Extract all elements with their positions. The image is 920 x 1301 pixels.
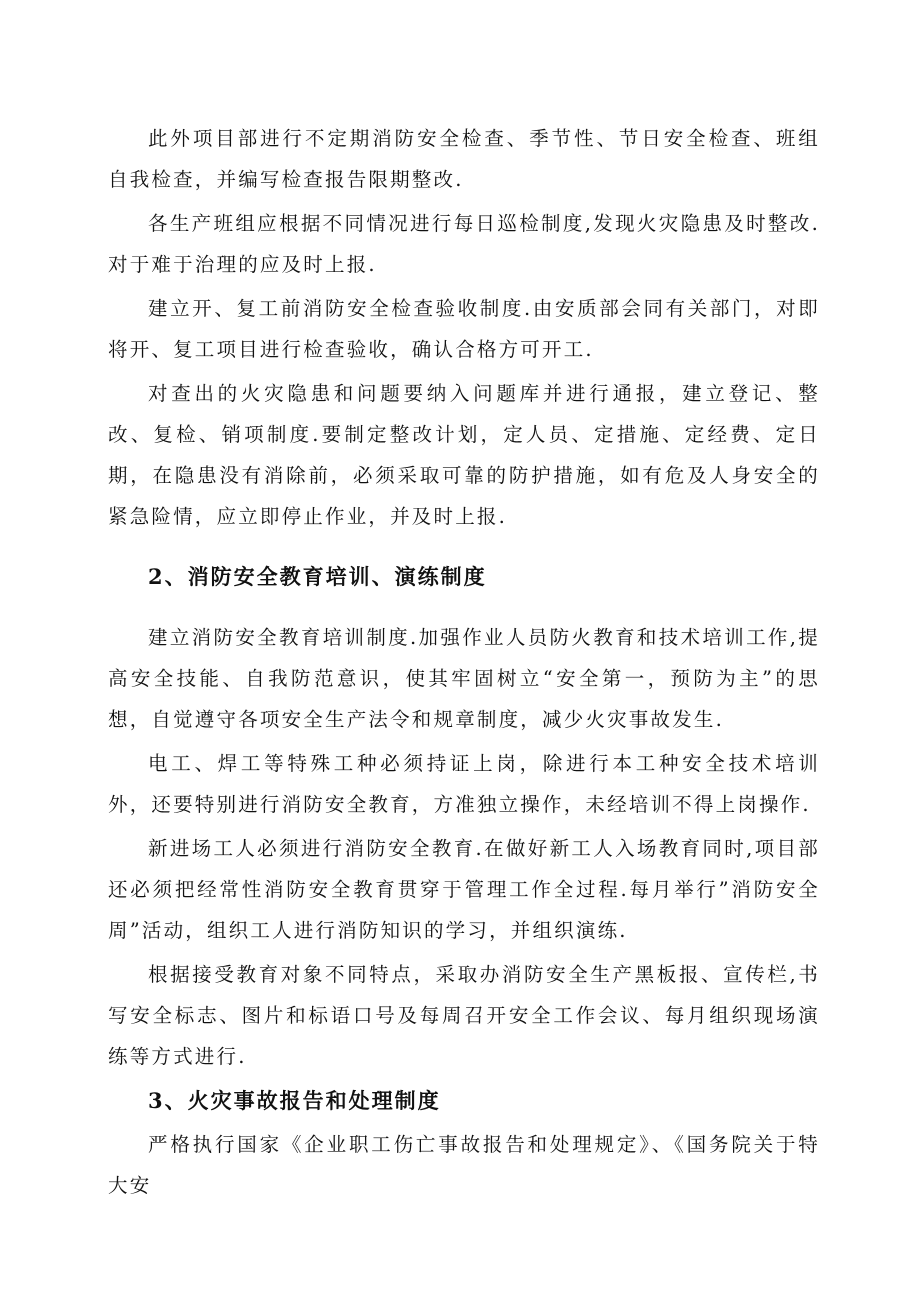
section-number: 3 bbox=[148, 1088, 165, 1113]
section-number: 2 bbox=[148, 564, 165, 589]
paragraph: 建立消防安全教育培训制度.加强作业人员防火教育和技术培训工作,提高安全技能、自我防范意识，使其牢固树立“安全第一，预防为主”的思想，自觉遵守各项安全生产法令和规章制度，减少火灾事故发生. bbox=[108, 626, 820, 731]
section-title: 、火灾事故报告和处理制度 bbox=[164, 1088, 441, 1113]
paragraph: 对查出的火灾隐患和问题要纳入问题库并进行通报，建立登记、整改、复检、销项制度.要制定整改计划，定人员、定措施、定经费、定日期，在隐患没有消除前，必须采取可靠的防护措施，如有危及人身安全的紧急险情，应立即停止作业，并及时上报. bbox=[108, 382, 820, 528]
paragraph: 电工、焊工等特殊工种必须持证上岗，除进行本工种安全技术培训外，还要特别进行消防安全教育，方准独立操作，未经培训不得上岗操作. bbox=[108, 752, 820, 816]
paragraph: 建立开、复工前消防安全检查验收制度.由安质部会同有关部门，对即将开、复工项目进行检查验收，确认合格方可开工. bbox=[108, 297, 820, 361]
paragraph: 此外项目部进行不定期消防安全检查、季节性、节日安全检查、班组自我检查，并编写检查报告限期整改. bbox=[108, 127, 820, 191]
document-body bbox=[108, 118, 820, 1206]
paragraph: 各生产班组应根据不同情况进行每日巡检制度,发现火灾隐患及时整改.对于难于治理的应及时上报. bbox=[108, 212, 820, 276]
section-title: 、消防安全教育培训、演练制度 bbox=[164, 564, 487, 589]
section-heading-2 bbox=[108, 556, 820, 597]
paragraph: 严格执行国家《企业职工伤亡事故报告和处理规定》、《国务院关于特大安 bbox=[108, 1133, 820, 1197]
section-heading-3 bbox=[108, 1080, 820, 1121]
paragraph: 新进场工人必须进行消防安全教育.在做好新工人入场教育同时,项目部还必须把经常性消防安全教育贯穿于管理工作全过程.每月举行”消防安全周”活动，组织工人进行消防知识的学习，并组织演练. bbox=[108, 837, 820, 942]
paragraph: 根据接受教育对象不同特点，采取办消防安全生产黑板报、宣传栏,书写安全标志、图片和标语口号及每周召开安全工作会议、每月组织现场演练等方式进行. bbox=[108, 963, 820, 1068]
